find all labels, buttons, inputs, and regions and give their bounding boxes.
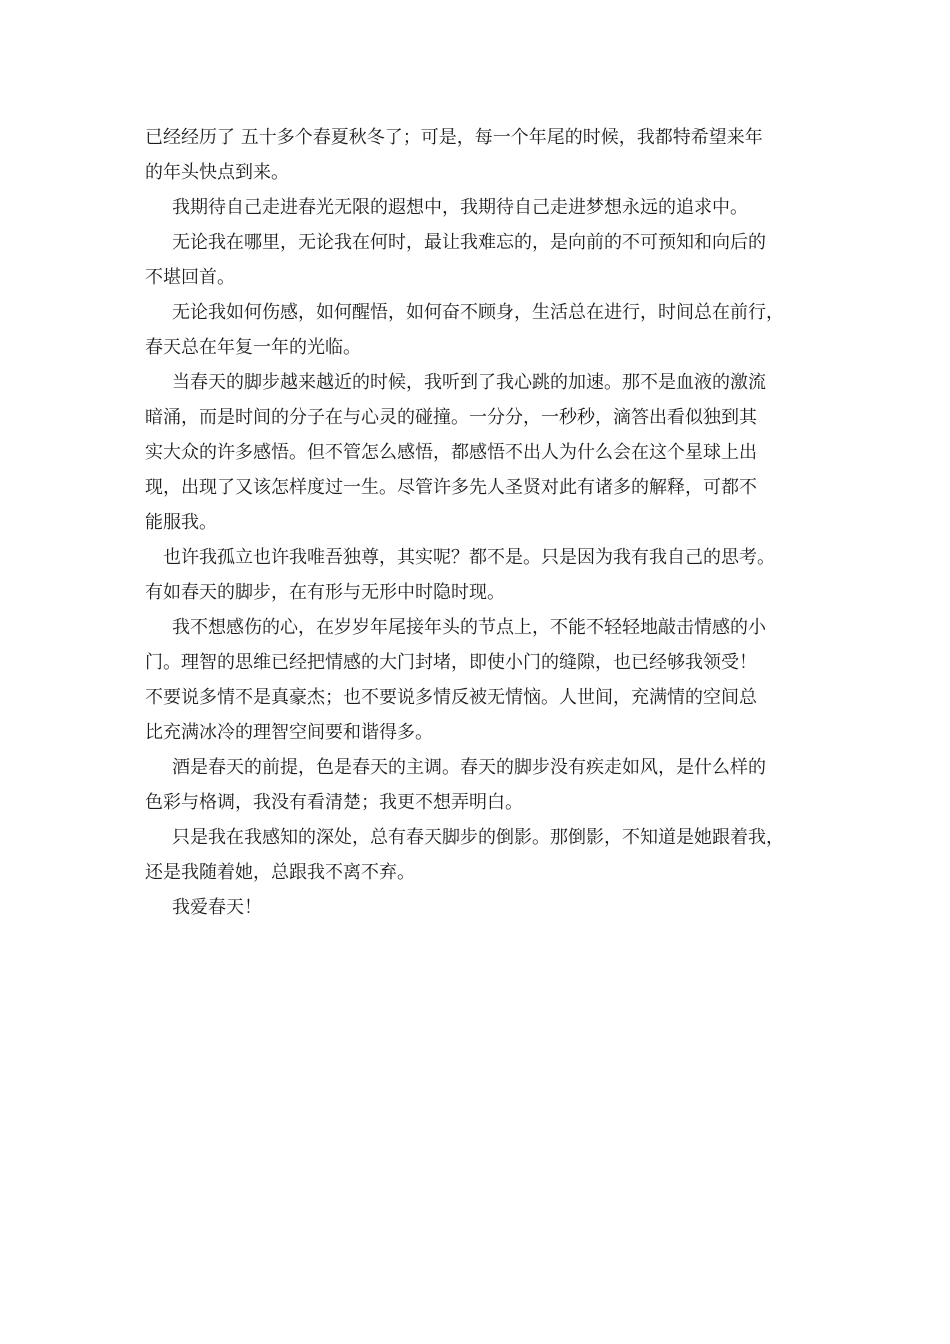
text-line-23: 我爱春天！ bbox=[172, 897, 262, 918]
text-line-22: 还是我随着她，总跟我不离不弃。 bbox=[145, 862, 415, 883]
text-line-4: 无论我在哪里，无论我在何时，最让我难忘的，是向前的不可预知和向后的 bbox=[172, 232, 766, 253]
text-line-18: 比充满冰冷的理智空间要和谐得多。 bbox=[145, 722, 433, 743]
text-line-14: 有如春天的脚步，在有形与无形中时隐时现。 bbox=[145, 582, 505, 603]
text-line-11: 现，出现了又该怎样度过一生。尽管许多先人圣贤对此有诸多的解释，可都不 bbox=[145, 477, 757, 498]
text-line-16: 门。理智的思维已经把情感的大门封堵，即使小门的缝隙，也已经够我领受！ bbox=[145, 652, 757, 673]
text-line-7: 春天总在年复一年的光临。 bbox=[145, 337, 361, 358]
text-line-21: 只是我在我感知的深处，总有春天脚步的倒影。那倒影，不知道是她跟着我， bbox=[172, 827, 784, 848]
text-line-17: 不要说多情不是真豪杰；也不要说多情反被无情恼。人世间，充满情的空间总 bbox=[145, 687, 757, 708]
text-line-19: 酒是春天的前提，色是春天的主调。春天的脚步没有疾走如风，是什么样的 bbox=[172, 757, 766, 778]
text-line-6: 无论我如何伤感，如何醒悟，如何奋不顾身，生活总在进行，时间总在前行， bbox=[172, 302, 784, 323]
text-line-5: 不堪回首。 bbox=[145, 267, 235, 288]
text-line-1: 已经经历了 五十多个春夏秋冬了；可是，每一个年尾的时候，我都特希望来年 bbox=[145, 127, 763, 148]
text-line-15: 我不想感伤的心，在岁岁年尾接年头的节点上，不能不轻轻地敲击情感的小 bbox=[172, 617, 766, 638]
text-line-9: 暗涌，而是时间的分子在与心灵的碰撞。一分分，一秒秒，滴答出看似独到其 bbox=[145, 407, 757, 428]
text-line-12: 能服我。 bbox=[145, 512, 217, 533]
essay-body bbox=[145, 120, 835, 925]
text-line-10: 实大众的许多感悟。但不管怎么感悟，都感悟不出人为什么会在这个星球上出 bbox=[145, 442, 757, 463]
text-line-8: 当春天的脚步越来越近的时候，我听到了我心跳的加速。那不是血液的激流 bbox=[172, 372, 766, 393]
text-line-2: 的年头快点到来。 bbox=[145, 162, 289, 183]
text-line-13: 也许我孤立也许我唯吾独尊，其实呢？都不是。只是因为我有我自己的思考。 bbox=[163, 547, 775, 568]
text-line-3: 我期待自己走进春光无限的遐想中，我期待自己走进梦想永远的追求中。 bbox=[172, 197, 748, 218]
text-line-20: 色彩与格调，我没有看清楚；我更不想弄明白。 bbox=[145, 792, 523, 813]
